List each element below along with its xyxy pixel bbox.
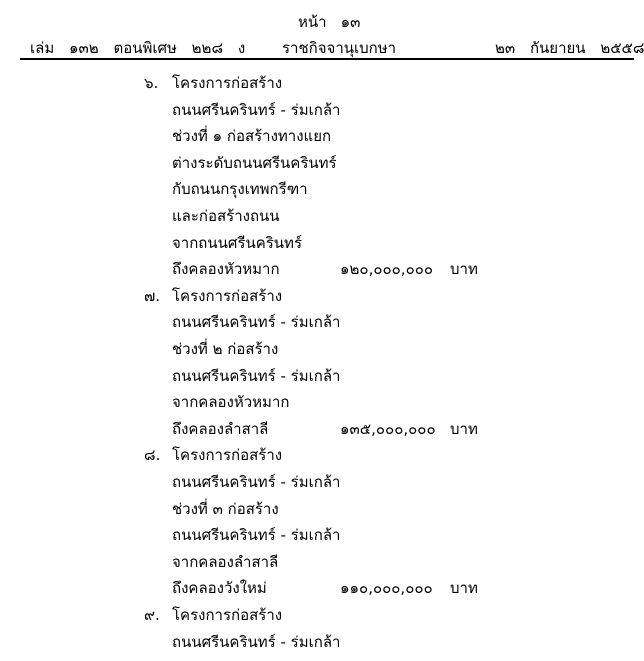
project-description: ช่วงที่ ๓ ก่อสร้าง xyxy=(172,499,279,518)
page-label: หน้า xyxy=(298,13,327,31)
volume-number: ๑๓๒ xyxy=(69,39,99,57)
project-description: โครงการก่อสร้าง xyxy=(172,286,283,305)
item-number: ๙. xyxy=(144,606,160,624)
project-line xyxy=(0,389,644,416)
project-description: ถึงคลองลำสาลี xyxy=(172,419,269,438)
project-description: ถนนศรีนครินทร์ - ร่มเกล้า xyxy=(172,313,341,332)
project-description: ถึงคลองวังใหม่ xyxy=(172,579,267,598)
project-description: ถึงคลองหัวหมาก xyxy=(172,260,280,279)
project-line xyxy=(0,575,644,602)
project-description: ช่วงที่ ๒ ก่อสร้าง xyxy=(172,340,279,358)
item-number: ๖. xyxy=(144,74,159,92)
project-line xyxy=(0,70,644,97)
currency-unit: บาท xyxy=(450,419,478,438)
page-number-header xyxy=(298,10,374,34)
date-day: ๒๓ xyxy=(495,39,516,57)
date-year: ๒๕๕๘ xyxy=(600,39,644,57)
project-description: จากคลองลำสาลี xyxy=(172,552,279,571)
project-description: ถนนศรีนครินทร์ - ร่มเกล้า xyxy=(172,632,341,651)
project-line xyxy=(0,150,644,177)
volume-label: เล่ม xyxy=(30,39,55,57)
project-description: และก่อสร้างถนน xyxy=(172,207,280,225)
budget-amount: ๑๒๐,๐๐๐,๐๐๐ xyxy=(340,260,434,279)
project-line xyxy=(0,256,644,283)
project-line xyxy=(0,176,644,203)
currency-unit: บาท xyxy=(450,579,478,598)
project-line xyxy=(0,629,644,656)
project-description: โครงการก่อสร้าง xyxy=(172,606,283,624)
project-line xyxy=(0,336,644,363)
project-line xyxy=(0,549,644,576)
project-line xyxy=(0,309,644,336)
project-description: กับถนนกรุงเทพกรีฑา xyxy=(172,180,308,199)
project-description: จากคลองหัวหมาก xyxy=(172,393,290,412)
item-number: ๗. xyxy=(144,286,161,305)
project-line xyxy=(0,602,644,629)
publication-date xyxy=(495,36,644,60)
date-month: กันยายน xyxy=(529,39,586,57)
project-description: จากถนนศรีนครินทร์ xyxy=(172,233,303,252)
project-description: ถนนศรีนครินทร์ - ร่มเกล้า xyxy=(172,526,341,545)
item-number: ๘. xyxy=(144,446,161,465)
currency-unit: บาท xyxy=(450,260,478,279)
project-line xyxy=(0,363,644,390)
project-description: โครงการก่อสร้าง xyxy=(172,446,283,465)
section-number: ๒๒๘ xyxy=(191,39,224,57)
project-line xyxy=(0,230,644,257)
volume-info xyxy=(30,36,255,60)
project-line xyxy=(0,442,644,469)
project-description: ถนนศรีนครินทร์ - ร่มเกล้า xyxy=(172,366,341,385)
section-label: ตอนพิเศษ xyxy=(113,39,177,57)
project-description: ต่างระดับถนนศรีนครินทร์ xyxy=(172,153,337,172)
publication-title: ราชกิจจานุเบกษา xyxy=(282,39,397,57)
project-line xyxy=(0,123,644,150)
project-line xyxy=(0,203,644,230)
project-line xyxy=(0,469,644,496)
project-line xyxy=(0,283,644,310)
section-suffix: ง xyxy=(237,39,246,57)
project-description: ถนนศรีนครินทร์ - ร่มเกล้า xyxy=(172,473,341,491)
project-description: ช่วงที่ ๑ ก่อสร้างทางแยก xyxy=(172,127,332,146)
project-line xyxy=(0,496,644,523)
page-number: ๑๓ xyxy=(340,13,361,31)
project-line xyxy=(0,522,644,549)
header-divider xyxy=(20,58,634,60)
project-description: โครงการก่อสร้าง xyxy=(172,74,283,92)
project-line xyxy=(0,416,644,443)
project-line xyxy=(0,97,644,124)
budget-amount: ๑๓๕,๐๐๐,๐๐๐ xyxy=(340,419,436,438)
project-description: ถนนศรีนครินทร์ - ร่มเกล้า xyxy=(172,100,341,119)
budget-amount: ๑๑๐,๐๐๐,๐๐๐ xyxy=(340,579,433,598)
